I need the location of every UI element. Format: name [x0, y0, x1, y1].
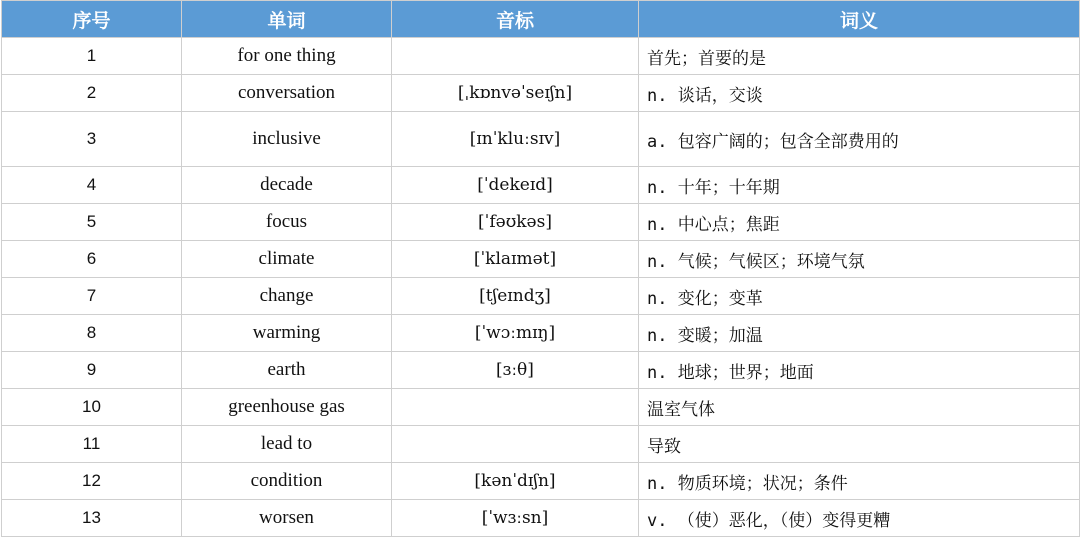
table-row	[2, 38, 1080, 75]
row-index: 5	[2, 204, 182, 241]
row-meaning: n. 地球；世界；地面	[639, 352, 1080, 389]
header-word: 单词	[182, 1, 392, 38]
row-index: 13	[2, 500, 182, 537]
row-word: worsen	[182, 500, 392, 537]
row-index: 11	[2, 426, 182, 463]
row-phonetic	[392, 426, 639, 463]
row-word: lead to	[182, 426, 392, 463]
row-word: warming	[182, 315, 392, 352]
table-row	[2, 463, 1080, 500]
row-phonetic	[392, 389, 639, 426]
row-index: 7	[2, 278, 182, 315]
vocabulary-table	[1, 0, 1080, 537]
row-phonetic: [ˈfəʊkəs]	[392, 204, 639, 241]
row-phonetic	[392, 38, 639, 75]
table-row	[2, 389, 1080, 426]
row-index: 8	[2, 315, 182, 352]
row-word: earth	[182, 352, 392, 389]
row-index: 2	[2, 75, 182, 112]
table-row	[2, 352, 1080, 389]
row-meaning: n. 变暖；加温	[639, 315, 1080, 352]
row-index: 1	[2, 38, 182, 75]
row-word: inclusive	[182, 112, 392, 167]
row-phonetic: [ˌkɒnvəˈseɪʃn]	[392, 75, 639, 112]
row-word: conversation	[182, 75, 392, 112]
row-meaning: n. 气候；气候区；环境气氛	[639, 241, 1080, 278]
row-meaning: n. 谈话，交谈	[639, 75, 1080, 112]
table-row	[2, 204, 1080, 241]
table-body	[2, 38, 1080, 537]
row-word: condition	[182, 463, 392, 500]
row-phonetic: [ɜːθ]	[392, 352, 639, 389]
row-phonetic: [ˈdekeɪd]	[392, 167, 639, 204]
row-meaning: n. 十年；十年期	[639, 167, 1080, 204]
row-phonetic: [kənˈdɪʃn]	[392, 463, 639, 500]
row-meaning: n. 中心点；焦距	[639, 204, 1080, 241]
row-phonetic: [ɪnˈkluːsɪv]	[392, 112, 639, 167]
row-meaning: v. （使）恶化，（使）变得更糟	[639, 500, 1080, 537]
row-phonetic: [ˈwɜːsn]	[392, 500, 639, 537]
row-index: 6	[2, 241, 182, 278]
header-row	[2, 1, 1080, 38]
table-row	[2, 112, 1080, 167]
row-phonetic: [ˈwɔːmɪŋ]	[392, 315, 639, 352]
table-row	[2, 278, 1080, 315]
header-phonetic: 音标	[392, 1, 639, 38]
row-meaning: n. 变化；变革	[639, 278, 1080, 315]
table-row	[2, 75, 1080, 112]
row-phonetic: [tʃeɪndʒ]	[392, 278, 639, 315]
row-meaning: 温室气体	[639, 389, 1080, 426]
row-meaning: 首先；首要的是	[639, 38, 1080, 75]
row-meaning: 导致	[639, 426, 1080, 463]
table-row	[2, 315, 1080, 352]
row-word: decade	[182, 167, 392, 204]
row-word: change	[182, 278, 392, 315]
table-row	[2, 167, 1080, 204]
row-index: 4	[2, 167, 182, 204]
row-word: focus	[182, 204, 392, 241]
row-word: greenhouse gas	[182, 389, 392, 426]
row-word: for one thing	[182, 38, 392, 75]
row-index: 12	[2, 463, 182, 500]
row-phonetic: [ˈklaɪmət]	[392, 241, 639, 278]
row-index: 10	[2, 389, 182, 426]
header-meaning: 词义	[639, 1, 1080, 38]
header-index: 序号	[2, 1, 182, 38]
table-header	[2, 1, 1080, 38]
row-index: 9	[2, 352, 182, 389]
table-row	[2, 426, 1080, 463]
row-meaning: a. 包容广阔的；包含全部费用的	[639, 112, 1080, 167]
table-row	[2, 241, 1080, 278]
row-index: 3	[2, 112, 182, 167]
row-meaning: n. 物质环境；状况；条件	[639, 463, 1080, 500]
row-word: climate	[182, 241, 392, 278]
table-row	[2, 500, 1080, 537]
